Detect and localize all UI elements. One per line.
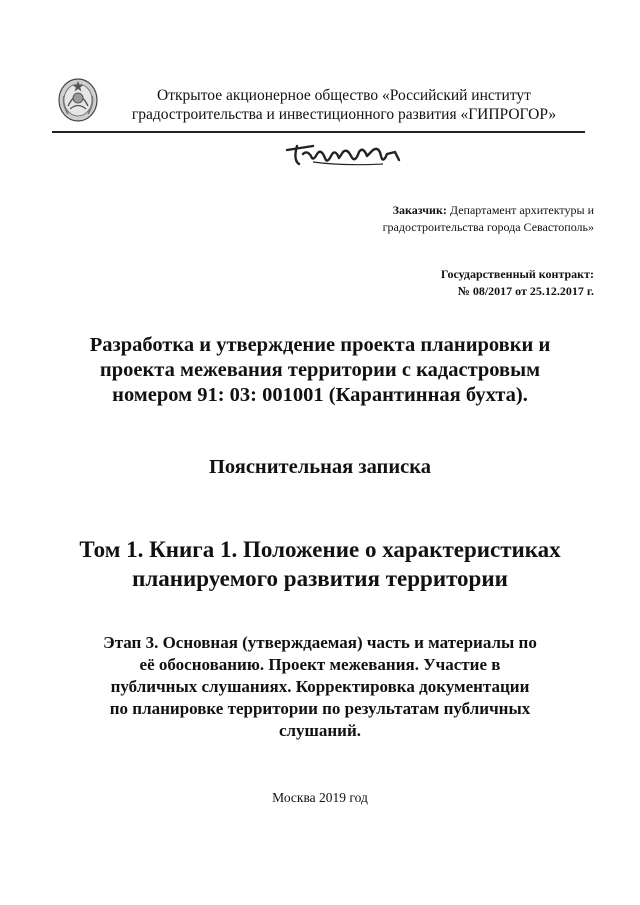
project-title-line-3: номером 91: 03: 001001 (Карантинная бухта). [112, 384, 528, 406]
stage-title-line-2: её обоснованию. Проект межевания. Участие в [139, 655, 501, 674]
signature-icon [283, 140, 403, 170]
stage-title-line-4: по планировке территории по результатам публичных [109, 699, 531, 718]
project-title-line-1: Разработка и утверждение проекта планировки и [89, 334, 551, 356]
document-type: Пояснительная записка [208, 456, 432, 478]
contract-number: № 08/2017 от 25.12.2017 г. [457, 284, 594, 298]
contract-block [294, 266, 594, 300]
stage-title-line-5: слушаний. [278, 721, 362, 740]
stage-title [70, 632, 570, 742]
customer-label: Заказчик: [392, 203, 447, 217]
stage-title-line-3: публичных слушаниях. Корректировка документации [110, 677, 530, 696]
volume-title-line-1: Том 1. Книга 1. Положение о характеристиках [79, 537, 561, 562]
project-title-line-2: проекта межевания территории с кадастровым [99, 359, 541, 381]
stage-title-line-1: Этап 3. Основная (утверждаемая) часть и материалы по [103, 633, 537, 652]
state-emblem-icon [56, 76, 100, 124]
contract-label: Государственный контракт: [440, 267, 594, 281]
header-divider [52, 131, 585, 133]
organization-name [104, 86, 584, 124]
volume-title [40, 535, 600, 593]
project-title [60, 333, 580, 408]
organization-line-1: Открытое акционерное общество «Российский институт [157, 87, 531, 104]
organization-line-2: градостроительства и инвестиционного развития «ГИПРОГОР» [131, 106, 557, 123]
customer-value-line-1: Департамент архитектуры и [449, 203, 594, 217]
city-year: Москва 2019 год [272, 790, 368, 805]
customer-value-line-2: градостроительства города Севастополь» [382, 220, 594, 234]
customer-block [294, 202, 594, 236]
volume-title-line-2: планируемого развития территории [132, 566, 508, 591]
